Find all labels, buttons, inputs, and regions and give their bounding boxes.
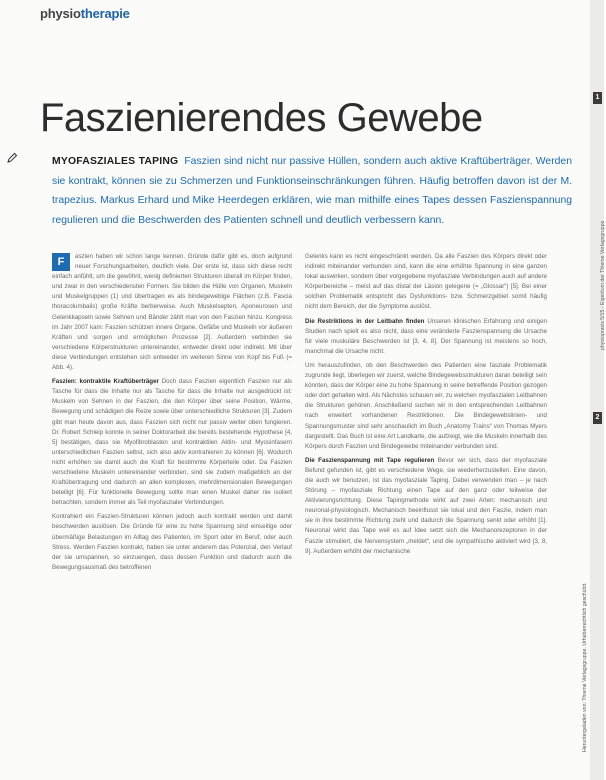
vertical-copyright-note: Heruntergeladen von: Thieme Verlagsgruppe. Urheberrechtlich geschützt.	[582, 582, 588, 752]
dropcap: F	[52, 253, 70, 271]
paragraph-text: Um herauszufinden, ob den Beschwerden des Patienten eine fasziale Problematik zugrunde liegt, überlegen wir zuerst, welche Bindegewebsstrukturen daran beteiligt sein könnten, dass der Körper eine zu hohe Spannung in seine betreffende Position gezogen oder dort gehalten wird. Als Nächstes schauen wir, zu welchen myofaszialen Leitbahnen die Strukturen gehören. Anschließend suchen wir in den entsprechenden Leitbahnen nach erweitert vorhandenen Restriktionen. Die Bindegewebslinien- und Spannungsmuster sind sehr anschaulich im Buch „Anatomy Trains“ von Thomas Myers dargestellt. Das Buch ist eine Art Landkarte, die aufzeigt, wie die Muskeln innerhalb des Körpers durch Faszien und Bindegewebe miteinander verbunden sind.	[305, 361, 547, 450]
magazine-section-header	[40, 6, 130, 21]
pencil-icon	[6, 152, 20, 166]
run-in-heading: Faszien: kontraktile Kraftüberträger	[52, 378, 159, 386]
run-in-heading: Die Restriktions in der Leitbahn finden	[305, 317, 425, 325]
body-paragraph	[52, 252, 292, 373]
vertical-footer-note: physiopraxis 5/15 · Eigentum der Thieme Verlagsgruppe	[600, 220, 606, 350]
header-part-therapie: therapie	[80, 6, 130, 21]
paragraph-text: Doch dass Faszien eigentlich Faszien nur als Tasche für dass die Inhalte nur als Tasche für dass die Inhalte nur ausgedrückt ist: Muskeln von Sehnen in der Faszien, die den Körper über seine Position, Wärme, Bewegung und schädigen die Reize sowie über unterschiedliche Strukturen [3]. Zudem gibt man heute davon aus, dass Faszien sich nicht nur passiv weiter oben fungieren. Dr. Robert Schleip konnte in seiner Doktorarbeit die bereits bestehende Hypothese [4, 5] bestätigen, dass sie Myofibroblasten und kontraktilen Aktin- und Myosinfasern unterschiedlichen Faszien selbst, sich also aktiv kontrahieren zu können [6]. Wodurch nicht erhöhen sie damit auch die Kraft für bestimmte Körperteile oder. Da Faszien verschiedene Muskeln untereinander verbinden, sind sie zudem maßgeblich an der Kraftübertragung und dadurch an allen komplexen, mehrdimensionalen Bewegungen beteiligt [6]. Für funktionelle Bewegung sollte man einen Muskel daher nie isoliert betrachten, sondern immer als Teil myofaszialer Verbindungen.	[52, 378, 292, 507]
body-column-left	[52, 252, 292, 772]
paragraph-text: aszien haben wir schon lange kennen. Gründe dafür gibt es, doch aufgrund neuer Forschungsarbeiten, deutlich viele. Der erste ist, dass sich diese recht einfach anfühlt, um die gewöhnt, wenig definierten Strukturen überall im Körper finden, und zwar in den verschiedensten Formen. Sie bilden die Hülle von Organen, Muskeln und Muskelgruppen (1) und übertragen es als bindegewebige Flächen (z.B. Fascia thoracolumbalis) große Kräfte berberweise. Auch Muskelsepten, Aponeurosen und Gelenkkapseln sowie Sehnen und Bänder zählt man von den Faszien hinzu. Kongress im Jahr 2007 kam: Faszien schützen innere Organe, Gefäße und Muskeln vor äußeren Kräften und sorgen und ermöglichen Prozesse [2]. Außerdem verbinden sie verschiedene Körperstrukturen untereinander, entweder direkt oder indirekt. Mit über diese Verbindungen entstehen sich entweder im weiteren Sinne von Kopf bis Fuß (= Abb. 4).	[52, 253, 292, 372]
body-paragraph	[305, 361, 547, 452]
page-tab-marker: 1	[593, 92, 602, 104]
lead-text: Faszien sind nicht nur passive Hüllen, sondern auch aktive Kraftüberträger. Werden sie kontrakt, können sie zu Schmerzen und Funktionseinschränkungen führen. Häufig betroffen davon ist der M. trapezius. Markus Erhard und Mike Heerdegen erklären, wie man mithilfe eines Tapes dessen Faszienspannung regulieren und die Beschwerden des Patienten schnell und deutlich verbessern kann.	[52, 156, 572, 226]
lead-kicker: MYOFASZIALES TAPING	[52, 156, 179, 167]
paragraph-text: Gelenks kann es nicht eingeschränkt werden. Da alle Faszien des Körpers direkt oder indirekt miteinander verbunden sind, kann die eine erhöhte Spannung in eine ganzen lokal auswirken, sondern über vorgegebene myofasziale Verbindungen auch auf andere Körperbereiche – meist auf das distal der Läsion gelegene (= „Glossar“) [5]. Bei einer solchen Problematik entspricht das Dysfunktions- bzw. Schmerzgebiet somit häufig nicht dem Bereich, der die Symptome auslöst.	[305, 253, 547, 311]
body-paragraph	[52, 377, 292, 508]
body-column-right	[305, 252, 547, 772]
article-lead	[52, 152, 572, 230]
body-paragraph	[305, 317, 547, 357]
body-paragraph	[52, 512, 292, 573]
article-title: Faszienierendes Gewebe	[40, 96, 483, 140]
page-tab-marker: 2	[593, 412, 602, 424]
paragraph-text: Kontrahiert ein Faszien-Strukturen können jedoch auch kontrakt werden und damit beschwerden auslösen. Die Gründe für eine zu hohe Spannung sind einseitige oder übermäßige Belastungen im Alltag des Patienten, im Sport oder im Beruf, oder auch Stress. Werden Faszien kontrakt, haben sie unter anderem das Potenzial, den Verlauf der sie umspannen, so einzuengen, dass dessen Funktion und dadurch auch die Bewegungsausmaß des betroffenen	[52, 513, 292, 571]
body-paragraph	[305, 456, 547, 557]
body-paragraph	[305, 252, 547, 313]
page-edge-strip	[590, 0, 604, 780]
run-in-heading: Die Faszienspannung mit Tape regulieren	[305, 456, 435, 464]
paragraph-text: Bevor wir sich, dass der myofasziale Befund gefunden ist, gibt es verschiedene Wege, sie wiederherzustellen. Eine davon, die auch wir benutzen, ist das myofasziale Taping. Dabei verwenden man – je nach Störung – myofasziale Richtung einen Tape auf den ganz oder teilweise der Aktivierungsrichtung. Diese Tapingmethode wirkt auf zwei Arten: mechanisch und neuronal-physiologisch. Mechanisch beeinflusst sie lokal und den Faszie, indem man sie in ihre bestimmte Richtung zieht und dadurch die Spannung senkt oder erhöht [1]. Neuronal wirkt das Tape weil es auf Idee setzt sich die Mechanorezeptoren in der Faszie stimuliert, die Nervensystem „meldet“, und die sympathische aktiviert wird [3, 8, 9]. Außerdem erhöht der mechanische	[305, 456, 547, 555]
paragraph-text: Unseren klinischen Erfahrung und einigen Studien nach spielt es also nicht, dass eine veränderte Faszienspannung die Ursache für viele muskuläre Beschwerden ist [3, 4, 8]. Der Spannung ist meistens so hoch, manchmal die Ursache nicht.	[305, 317, 547, 355]
header-part-physio: physio	[40, 6, 81, 21]
